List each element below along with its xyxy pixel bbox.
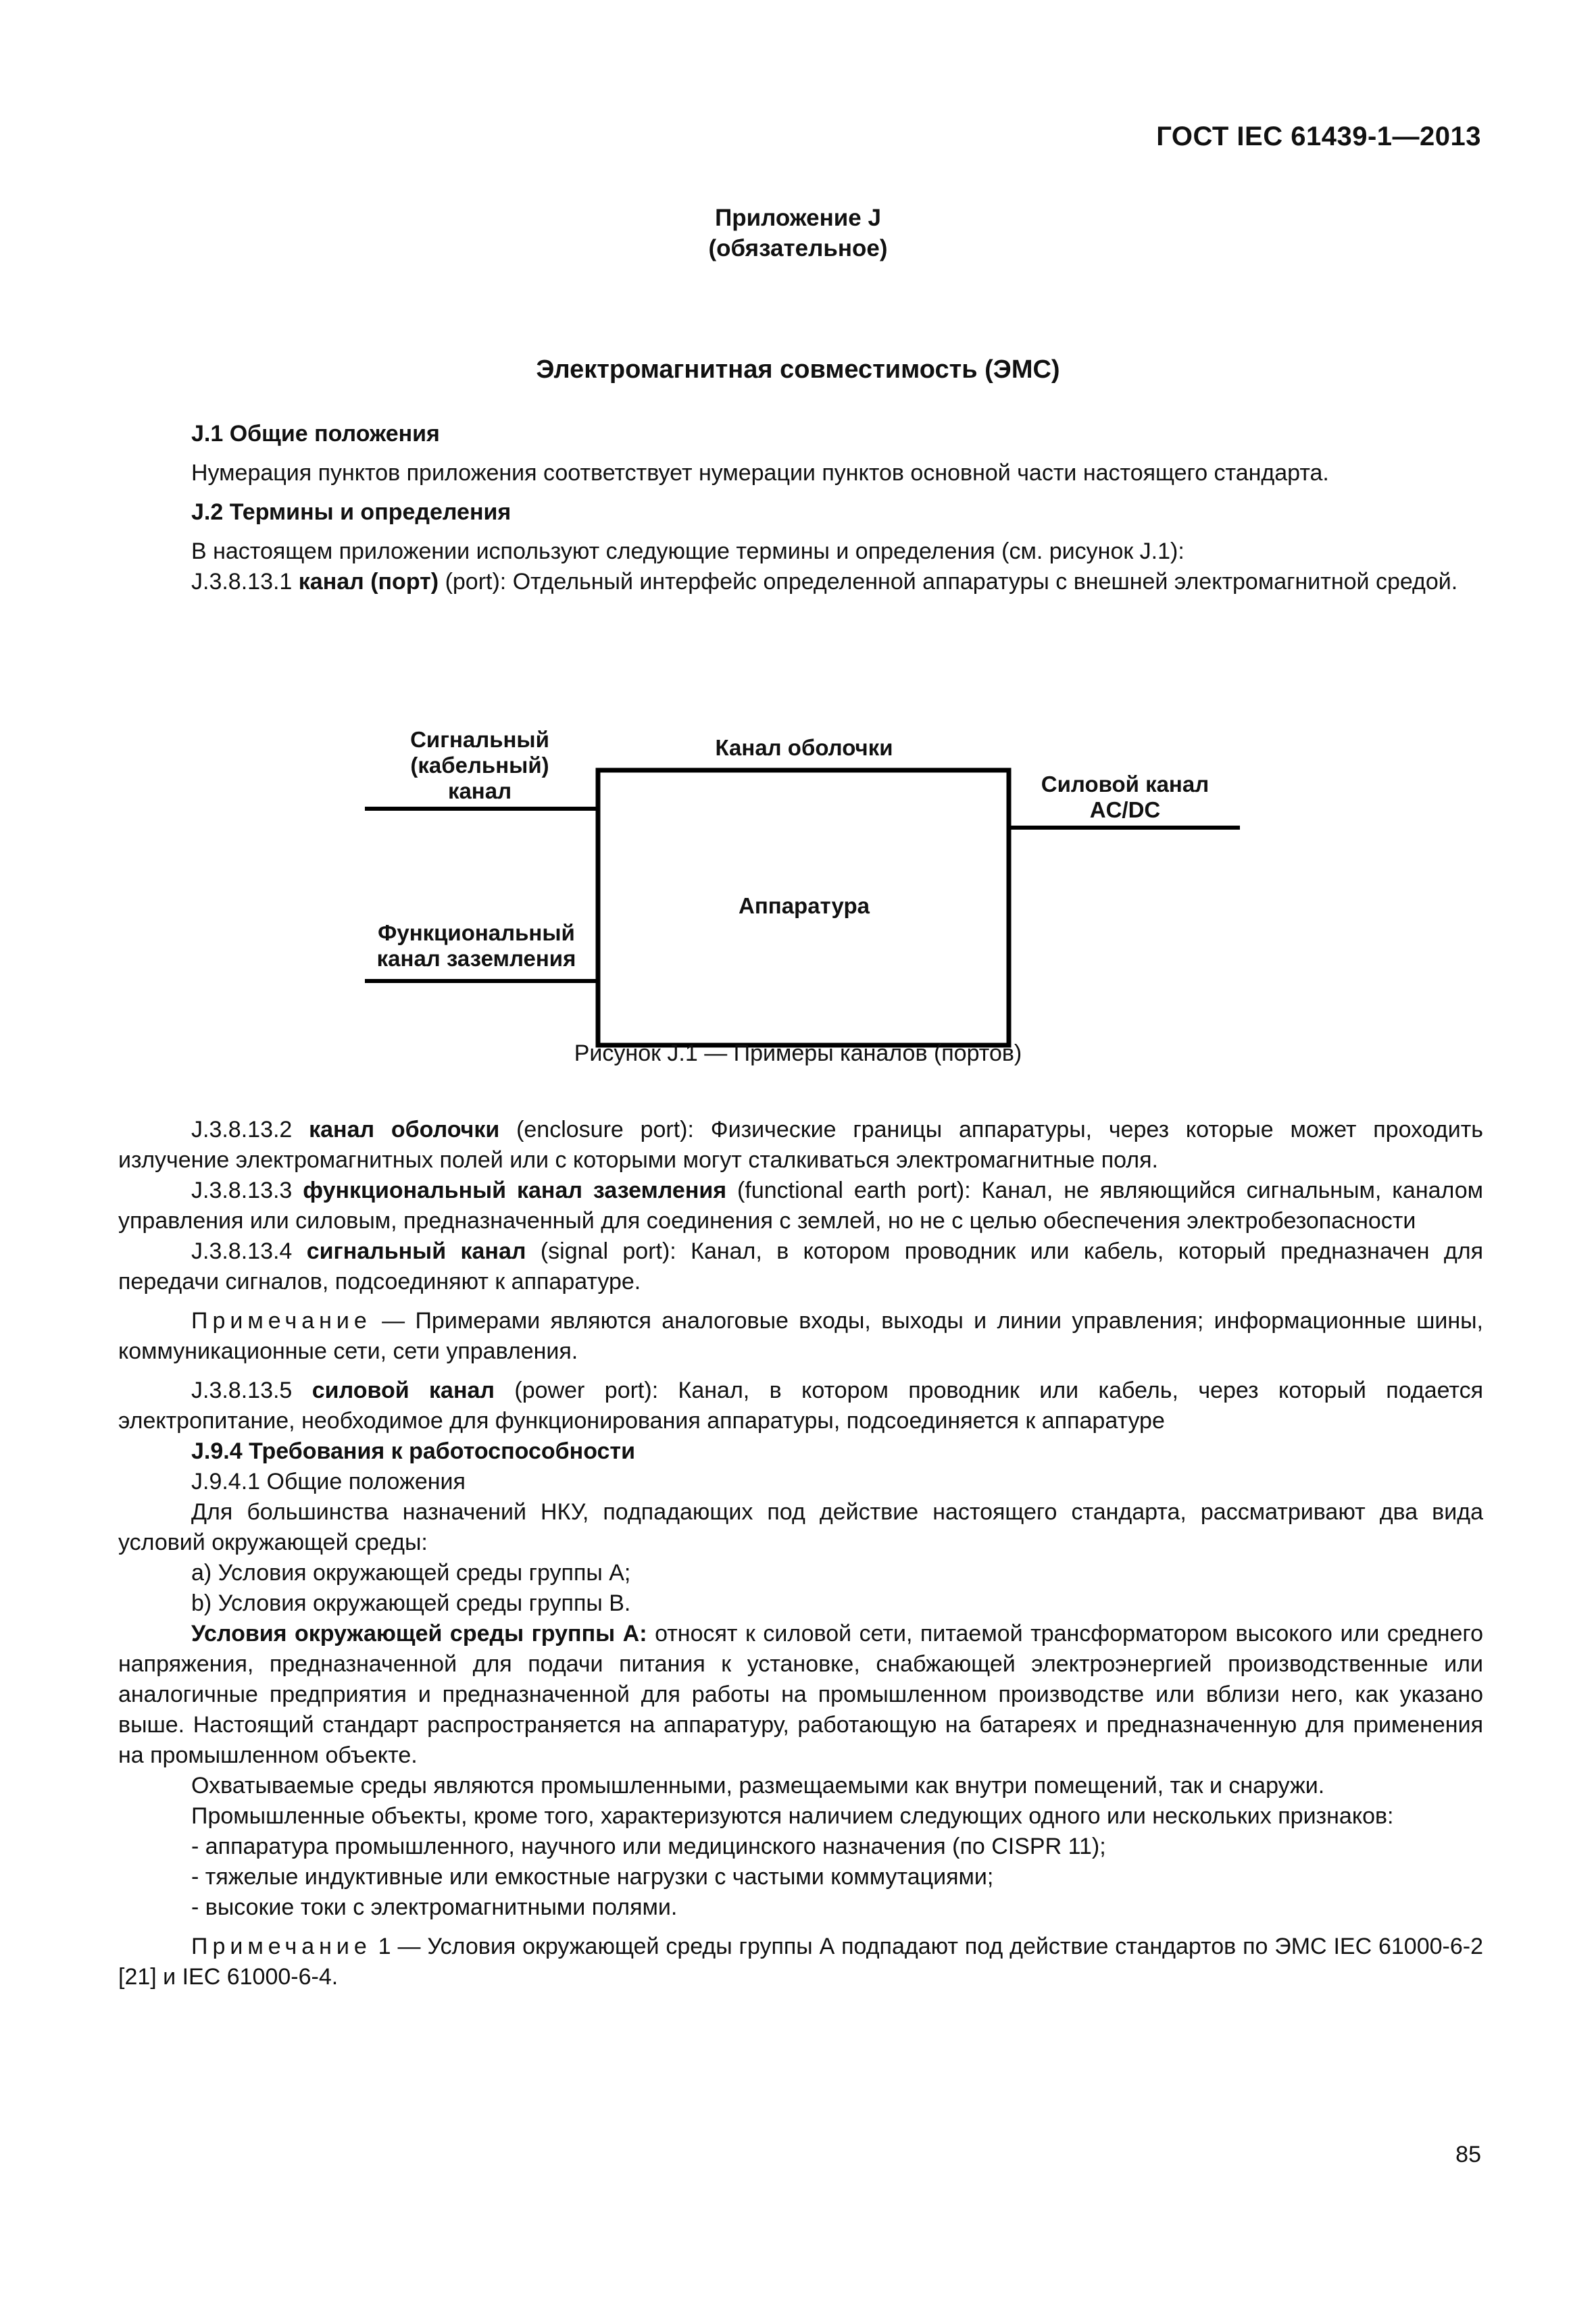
term-power-port (118, 1376, 1483, 1436)
intro-section (118, 419, 1483, 597)
paragraph-group-a (118, 1619, 1483, 1771)
earth-port-label: Функциональный канал заземления (376, 920, 576, 971)
term-definition: (port): Отдельный интерфейс определенной аппаратуры с внешней электромагнитной средой. (439, 569, 1458, 595)
term-functional-earth-port (118, 1176, 1483, 1236)
term-signal-port (118, 1236, 1483, 1297)
page-number: 85 (1455, 2142, 1481, 2167)
term-definition: (functional earth port): Канал, не являющийся сигнальным, каналом управления или силовым, предназначенный для соединения с землей, но не с целью обеспечения электробезопасности (118, 1178, 1484, 1234)
group-a-text: относят к силовой сети, питаемой трансформатором высокого или среднего напряжения, предназначенной для подачи питания к установке, снабжающей электроэнергией производственные или аналогичные предприятия и предназначенной для работы на промышленном производстве или вблизи него, как указано выше. Настоящий стандарт распространяется на аппаратуру, работающую на батареях и предназначенную для применения на промышленном объекте. (118, 1621, 1483, 1768)
section-heading-j2: J.2 Термины и определения (191, 499, 512, 525)
list-item-a: a) Условия окружающей среды группы А; (191, 1560, 631, 1586)
note-signal-port (118, 1306, 1483, 1367)
annex-name: Электромагнитная совместимость (ЭМС) (536, 355, 1060, 384)
term-name: функциональный канал заземления (303, 1178, 727, 1203)
dash-item-currents: - высокие токи с электромагнитными полями. (191, 1894, 678, 1920)
paragraph-environments: Для большинства назначений НКУ, подпадающих под действие настоящего стандарта, рассматривают два вида условий окружающей среды: (118, 1499, 1483, 1555)
note-text: — Условия окружающей среды группы А подпадают под действие стандартов по ЭМС IEC 61000-6-2 [21] и IEC 61000-6-4. (118, 1934, 1483, 1990)
term-number: J.3.8.13.3 (191, 1178, 303, 1203)
annex-title: Приложение J (715, 205, 881, 231)
apparatus-label: Аппаратура (739, 893, 870, 918)
note-number: 1 (371, 1934, 391, 1959)
term-number: J.3.8.13.4 (191, 1238, 307, 1264)
term-number: J.3.8.13.5 (191, 1378, 312, 1403)
signal-port-label: Сигнальный (кабельный) канал (410, 727, 549, 803)
note-group-a (118, 1932, 1483, 1992)
power-port-label: Силовой канал AC/DC (1041, 772, 1210, 822)
paragraph-covered-environments: Охватываемые среды являются промышленными, размещаемыми как внутри помещений, так и снаружи. (191, 1773, 1325, 1799)
subsection-heading-j941: J.9.4.1 Общие положения (191, 1469, 466, 1494)
enclosure-port-label: Канал оболочки (715, 735, 893, 760)
note-text: — Примерами являются аналоговые входы, выходы и линии управления; информационные шины, коммуникационные сети, сети управления. (118, 1308, 1483, 1364)
term-number: J.3.8.13.2 (191, 1117, 309, 1142)
dash-item-loads: - тяжелые индуктивные или емкостные нагрузки с частыми коммутациями; (191, 1864, 994, 1890)
term-name: канал оболочки (309, 1117, 500, 1142)
dash-item-ism: - аппаратура промышленного, научного или медицинского назначения (по CISPR 11); (191, 1834, 1106, 1859)
figure-caption: Рисунок J.1 — Примеры каналов (портов) (574, 1040, 1022, 1066)
annex-subtitle: (обязательное) (708, 235, 888, 261)
note-label: Примечание (191, 1308, 372, 1334)
term-number: J.3.8.13.1 (191, 569, 299, 595)
term-definition: (signal port): Канал, в котором проводник или кабель, который предназначен для передачи сигналов, подсоединяют к аппаратуре. (118, 1238, 1483, 1294)
term-name: канал (порт) (298, 569, 439, 595)
group-a-term: Условия окружающей среды группы А: (191, 1621, 647, 1646)
note-label: Примечание (191, 1934, 372, 1959)
standard-number: ГОСТ IEC 61439-1—2013 (1156, 122, 1481, 151)
figure-ports-diagram (0, 703, 1596, 1081)
term-port (118, 567, 1483, 597)
term-name: силовой канал (311, 1378, 495, 1403)
list-item-b: b) Условия окружающей среды группы В. (191, 1590, 631, 1616)
section-heading-j1: J.1 Общие положения (191, 421, 440, 447)
term-definition: (enclosure port): Физические границы аппаратуры, через которые может проходить излучение электромагнитных полей или с которыми могут сталкиваться электромагнитные поля. (118, 1117, 1484, 1173)
paragraph-numbering: Нумерация пунктов приложения соответствует нумерации пунктов основной части настоящего стандарта. (191, 460, 1329, 486)
definitions-section (118, 1115, 1483, 1992)
term-enclosure-port (118, 1115, 1483, 1176)
section-heading-j94: J.9.4 Требования к работоспособности (191, 1438, 635, 1464)
paragraph-terms-intro: В настоящем приложении используют следующие термины и определения (см. рисунок J.1): (191, 538, 1184, 564)
paragraph-industrial-sites: Промышленные объекты, кроме того, характеризуются наличием следующих одного или нескольких признаков: (191, 1803, 1394, 1829)
term-definition: (power port): Канал, в котором проводник или кабель, через который подается электропитание, необходимое для функционирования аппаратуры, подсоединяется к аппаратуре (118, 1378, 1483, 1434)
term-name: сигнальный канал (306, 1238, 526, 1264)
